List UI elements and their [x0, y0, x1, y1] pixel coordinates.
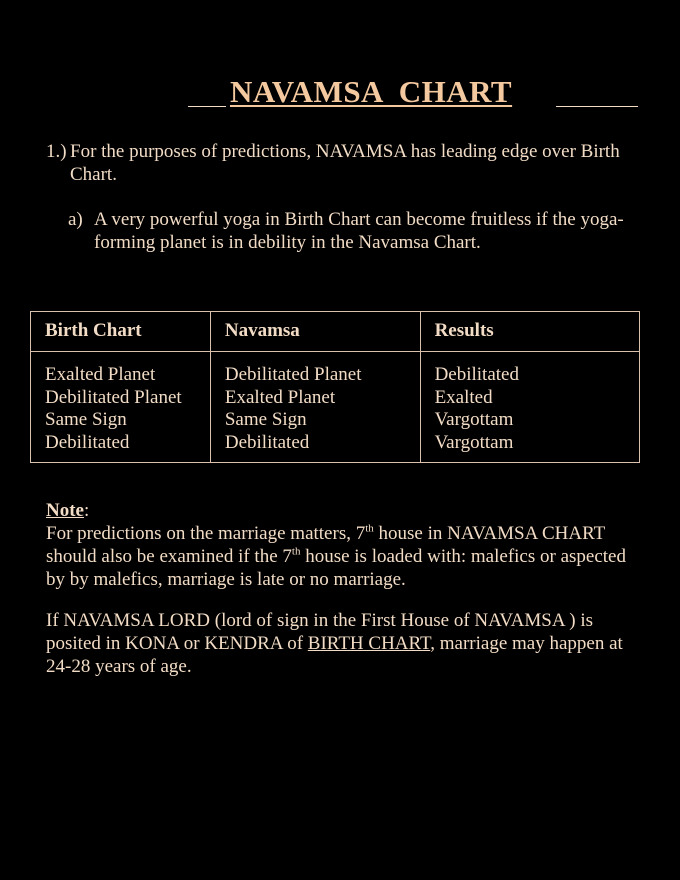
point-1a-label: a) [68, 209, 83, 230]
results-column [420, 352, 639, 463]
note-sup-2: th [291, 545, 301, 558]
table-cell: Same Sign [45, 409, 127, 430]
note-line-3: by by malefics, marriage is late or no marriage. [46, 569, 406, 590]
note-line-2-a: should also be examined if the 7 [46, 546, 292, 567]
table-cell: Debilitated Planet [224, 364, 362, 385]
note-heading-line [46, 499, 656, 522]
paragraph-4-line-2-b: , marriage may happen at [430, 633, 623, 654]
table-cell: Debilitated Planet [45, 386, 182, 408]
page-title: NAVAMSA CHART [230, 74, 513, 109]
title-row [188, 74, 643, 114]
note-colon: : [83, 500, 90, 521]
table-cell: Debilitated [224, 431, 310, 453]
table-cell: Vargottam [434, 431, 514, 453]
paragraph-4-line-2 [46, 632, 656, 655]
paragraph-4 [46, 609, 656, 678]
note-line-1 [46, 522, 656, 545]
title-rule-left [188, 106, 226, 107]
birth-chart-underlined: BIRTH CHART [307, 633, 431, 654]
note-line-1-b: house in NAVAMSA CHART [373, 523, 606, 544]
table-cell: Vargottam [434, 409, 514, 430]
point-1-number: 1.) [46, 141, 67, 162]
point-1-text: For the purposes of predictions, NAVAMSA has leading edge over Birth Chart. [70, 141, 620, 185]
note-line-1-a: For predictions on the marriage matters, 7 [46, 523, 366, 544]
table-cell: Exalted Planet [224, 386, 336, 408]
header-navamsa: Navamsa [210, 312, 420, 352]
header-birth-chart: Birth Chart [31, 312, 211, 352]
table-header-row [31, 312, 640, 352]
table-body-row [31, 352, 640, 463]
navamsa-column [210, 352, 420, 463]
table-cell: Debilitated [434, 364, 519, 385]
table-cell: Exalted Planet [45, 364, 156, 385]
navamsa-table [30, 311, 640, 463]
paragraph-4-line-1: If NAVAMSA LORD (lord of sign in the First House of NAVAMSA ) is [46, 610, 594, 631]
table-cell: Debilitated [45, 431, 130, 453]
title-rule-right [556, 106, 638, 107]
note-section [46, 499, 656, 591]
note-line-2-b: house is loaded with: malefics or aspected [300, 546, 626, 567]
birth-chart-column [31, 352, 211, 463]
note-line-2 [46, 545, 656, 568]
paragraph-4-line-3: 24-28 years of age. [46, 656, 192, 677]
paragraph-4-line-2-a: posited in KONA or KENDRA of [46, 633, 308, 654]
header-results: Results [420, 312, 639, 352]
table-cell: Exalted [434, 386, 493, 408]
note-sup-1: th [365, 522, 374, 535]
note-heading: Note [46, 500, 84, 521]
table-cell: Same Sign [224, 409, 307, 430]
point-1a-text: A very powerful yoga in Birth Chart can become fruitless if the yoga-forming planet is in debility in the Navamsa Chart. [94, 209, 624, 253]
